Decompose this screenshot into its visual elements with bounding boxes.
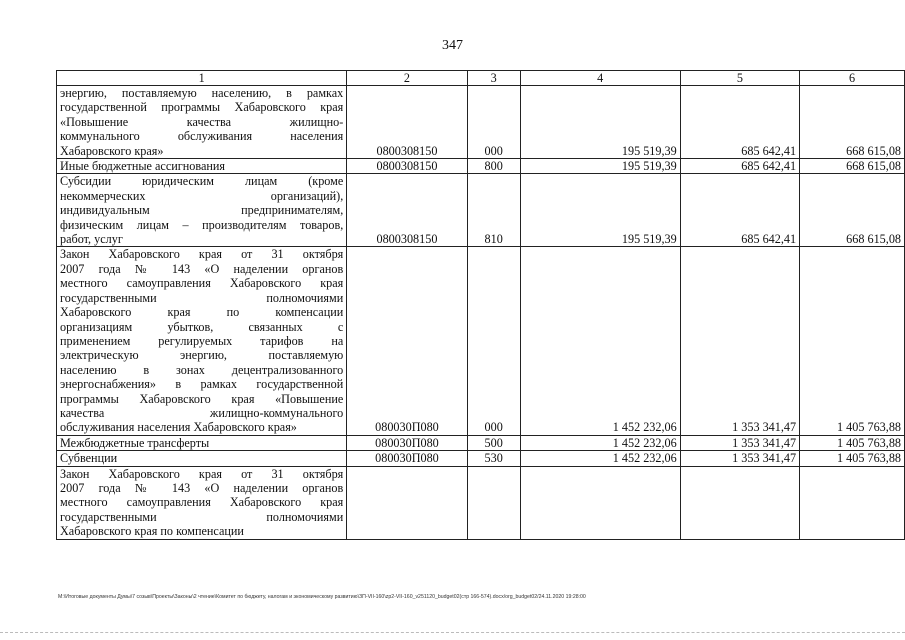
target-article-code: 0800308150: [347, 174, 467, 247]
description-line: применением регулируемых тарифов на: [60, 333, 344, 348]
amount-col-5: 685 642,41: [680, 174, 799, 247]
description-line: местного самоуправления Хабаровского края: [60, 276, 344, 291]
table-row: [57, 466, 905, 539]
description-line: индивидуальным предпринимателям,: [60, 203, 344, 218]
amount-col-6: 668 615,08: [800, 86, 905, 159]
description-line: 2007 года № 143 «О наделении органов: [60, 480, 344, 495]
expense-type-code: 530: [467, 451, 520, 466]
description-line: государственными полномочиями: [60, 290, 344, 305]
expense-type-code: [467, 466, 520, 539]
amount-col-5: [680, 466, 799, 539]
description-line: населению в зонах децентрализованного: [60, 362, 344, 377]
amount-col-6: 1 405 763,88: [800, 451, 905, 466]
table-row: [57, 451, 905, 466]
amount-col-5: 685 642,41: [680, 159, 799, 174]
description-line: местного самоуправления Хабаровского края: [60, 495, 344, 510]
description-line: электрическую энергию, поставляемую: [60, 348, 344, 363]
budget-table: [56, 70, 905, 540]
amount-col-5: 1 353 341,47: [680, 435, 799, 450]
row-description: [57, 451, 347, 466]
amount-col-4: 1 452 232,06: [520, 451, 680, 466]
table-row: [57, 435, 905, 450]
amount-col-6: [800, 466, 905, 539]
page-number: 347: [442, 38, 463, 53]
amount-col-4: 1 452 232,06: [520, 247, 680, 435]
description-line: обслуживания населения Хабаровского края»: [60, 420, 297, 435]
column-header-5: 5: [680, 71, 799, 86]
target-article-code: [347, 466, 467, 539]
amount-col-6: 1 405 763,88: [800, 435, 905, 450]
description-line: работ, услуг: [60, 232, 123, 247]
target-article-code: 0800308150: [347, 159, 467, 174]
target-article-code: 0800308150: [347, 86, 467, 159]
amount-col-4: 1 452 232,06: [520, 435, 680, 450]
amount-col-4: 195 519,39: [520, 159, 680, 174]
description-line: государственной программы Хабаровского края: [60, 100, 344, 115]
target-article-code: 080030П080: [347, 451, 467, 466]
description-line: 2007 года № 143 «О наделении органов: [60, 261, 344, 276]
row-description: [57, 247, 347, 435]
expense-type-code: 500: [467, 435, 520, 450]
description-line: Субвенции: [60, 451, 118, 466]
description-line: Хабаровского края по компенсации: [60, 305, 344, 320]
expense-type-code: 000: [467, 247, 520, 435]
target-article-code: 080030П080: [347, 435, 467, 450]
row-description: [57, 435, 347, 450]
column-header-2: 2: [347, 71, 467, 86]
row-description: [57, 159, 347, 174]
description-line: организациям убытков, связанных с: [60, 319, 344, 334]
amount-col-5: 1 353 341,47: [680, 451, 799, 466]
table-row: [57, 174, 905, 247]
table-row: [57, 247, 905, 435]
column-header-6: 6: [800, 71, 905, 86]
description-line: Закон Хабаровского края от 31 октября: [60, 466, 344, 481]
column-header-3: 3: [467, 71, 520, 86]
amount-col-6: 668 615,08: [800, 174, 905, 247]
description-line: Субсидии юридическим лицам (кроме: [60, 174, 344, 189]
column-header-1: 1: [57, 71, 347, 86]
row-description: [57, 466, 347, 539]
description-line: Межбюджетные трансферты: [60, 435, 210, 450]
expense-type-code: 810: [467, 174, 520, 247]
amount-col-4: 195 519,39: [520, 174, 680, 247]
expense-type-code: 000: [467, 86, 520, 159]
target-article-code: 080030П080: [347, 247, 467, 435]
description-line: физическим лицам – производителям товаров,: [60, 217, 344, 232]
description-line: программы Хабаровского края «Повышение: [60, 391, 344, 406]
column-header-4: 4: [520, 71, 680, 86]
table-row: [57, 86, 905, 159]
amount-col-5: 685 642,41: [680, 86, 799, 159]
expense-type-code: 800: [467, 159, 520, 174]
amount-col-5: 1 353 341,47: [680, 247, 799, 435]
description-line: «Повышение качества жилищно-: [60, 114, 344, 129]
description-line: Хабаровского края по компенсации: [60, 524, 244, 539]
table-row: [57, 159, 905, 174]
row-description: [57, 174, 347, 247]
bottom-divider: [0, 632, 905, 633]
amount-col-4: [520, 466, 680, 539]
description-line: государственными полномочиями: [60, 509, 344, 524]
description-line: энергоснабжения» в рамках государственной: [60, 377, 344, 392]
document-file-path: M:\Итоговые документы Думы\7 созыв\Проекты\Законы\2 чтение\Комитет по бюджету, налогам и экономическому развитию\ЗП-VII-160\zp2-VII-160_v251120_budget02(стр 166-574).docx/org_budget02/24.11.2020 19:28:00: [58, 594, 586, 600]
amount-col-4: 195 519,39: [520, 86, 680, 159]
description-line: Закон Хабаровского края от 31 октября: [60, 247, 344, 262]
table-header-row: [57, 71, 905, 86]
description-line: качества жилищно-коммунального: [60, 405, 344, 420]
amount-col-6: 668 615,08: [800, 159, 905, 174]
description-line: Хабаровского края»: [60, 143, 164, 158]
description-line: коммунального обслуживания населения: [60, 129, 344, 144]
amount-col-6: 1 405 763,88: [800, 247, 905, 435]
description-line: энергию, поставляемую населению, в рамках: [60, 86, 344, 100]
description-line: Иные бюджетные ассигнования: [60, 159, 226, 174]
description-line: некоммерческих организаций),: [60, 188, 344, 203]
row-description: [57, 86, 347, 159]
